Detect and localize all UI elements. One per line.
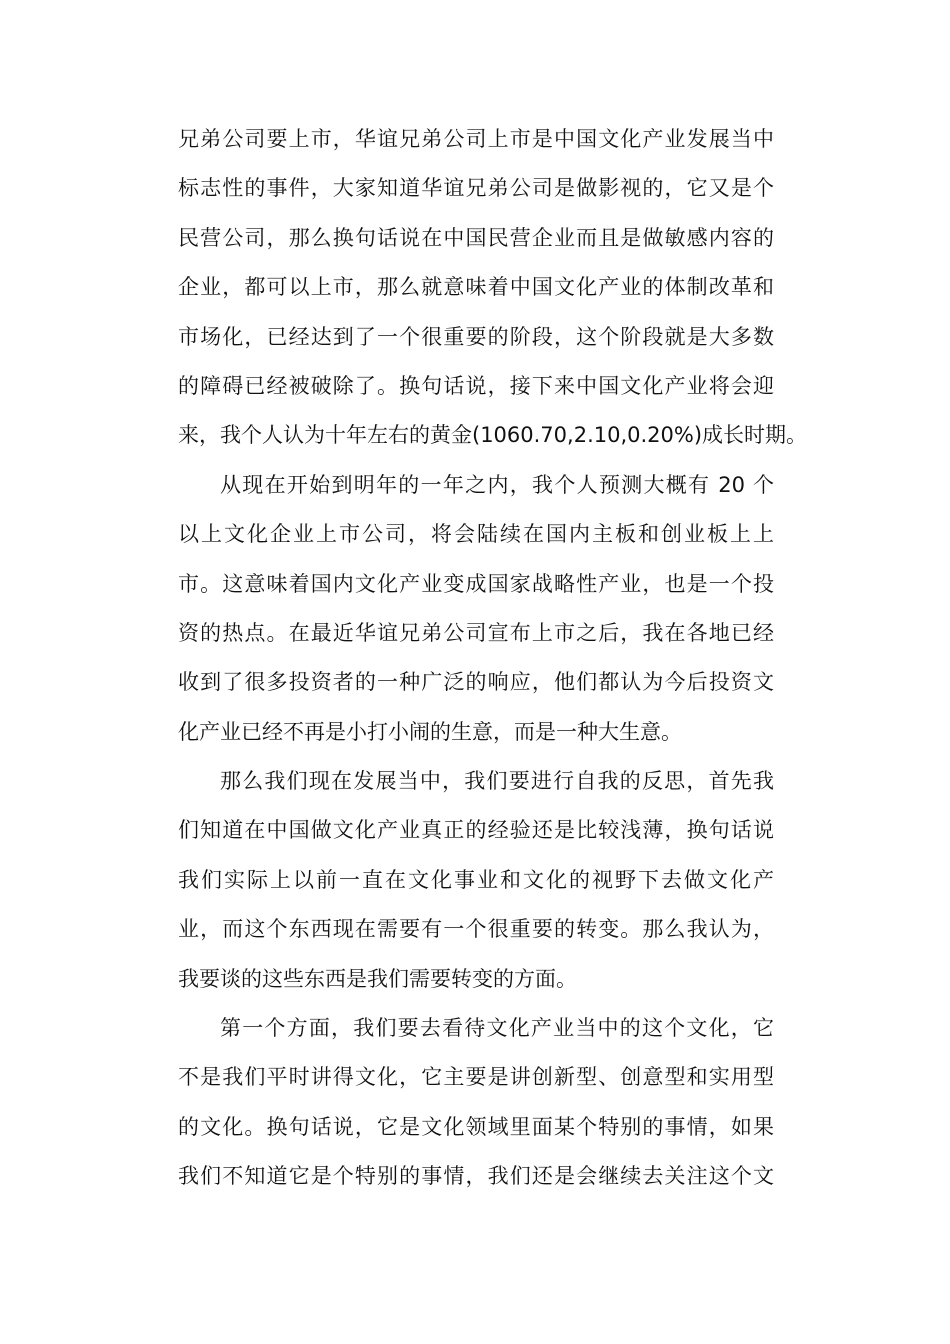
document-body <box>178 115 808 1202</box>
text-line: 我们不知道它是个特别的事情，我们还是会继续去关注这个文 <box>178 1164 774 1189</box>
text-line: 不是我们平时讲得文化，它主要是讲创新型、创意型和实用型 <box>178 1065 774 1090</box>
text-line: 收到了很多投资者的一种广泛的响应，他们都认为今后投资文 <box>178 670 774 695</box>
text-line: 我要谈的这些东西是我们需要转变的方面。 <box>178 966 577 991</box>
text-line: 化产业已经不再是小打小闹的生意，而是一种大生意。 <box>178 719 682 744</box>
text-line: 兄弟公司要上市，华谊兄弟公司上市是中国文化产业发展当中 <box>178 127 774 151</box>
text-line: 业，而这个东西现在需要有一个很重要的转变。那么我认为， <box>178 917 774 942</box>
text-line: 从现在开始到明年的一年之内，我个人预测大概有 20 个 <box>220 472 774 497</box>
text-line: 那么我们现在发展当中，我们要进行自我的反思，首先我 <box>220 769 774 794</box>
text-line: 标志性的事件，大家知道华谊兄弟公司是做影视的，它又是个 <box>178 176 774 201</box>
text-line: 第一个方面，我们要去看待文化产业当中的这个文化，它 <box>220 1016 774 1041</box>
text-line: 市场化，已经达到了一个很重要的阶段，这个阶段就是大多数 <box>178 324 774 349</box>
text-line: 以上文化企业上市公司，将会陆续在国内主板和创业板上上 <box>178 522 774 547</box>
text-line: 的障碍已经被破除了。换句话说，接下来中国文化产业将会迎 <box>178 373 774 398</box>
text-line: 的文化。换句话说，它是文化领域里面某个特别的事情，如果 <box>178 1114 774 1139</box>
text-line: 我们实际上以前一直在文化事业和文化的视野下去做文化产 <box>178 867 774 892</box>
text-line: 企业，都可以上市，那么就意味着中国文化产业的体制改革和 <box>178 275 774 300</box>
text-line: 们知道在中国做文化产业真正的经验还是比较浅薄，换句话说 <box>178 818 774 843</box>
text-line: 来，我个人认为十年左右的黄金(1060.70,2.10,0.20%)成长时期。 <box>178 423 808 448</box>
text-line: 资的热点。在最近华谊兄弟公司宣布上市之后，我在各地已经 <box>178 620 774 645</box>
text-line: 民营公司，那么换句话说在中国民营企业而且是做敏感内容的 <box>178 225 774 250</box>
text-line: 市。这意味着国内文化产业变成国家战略性产业，也是一个投 <box>178 571 774 596</box>
